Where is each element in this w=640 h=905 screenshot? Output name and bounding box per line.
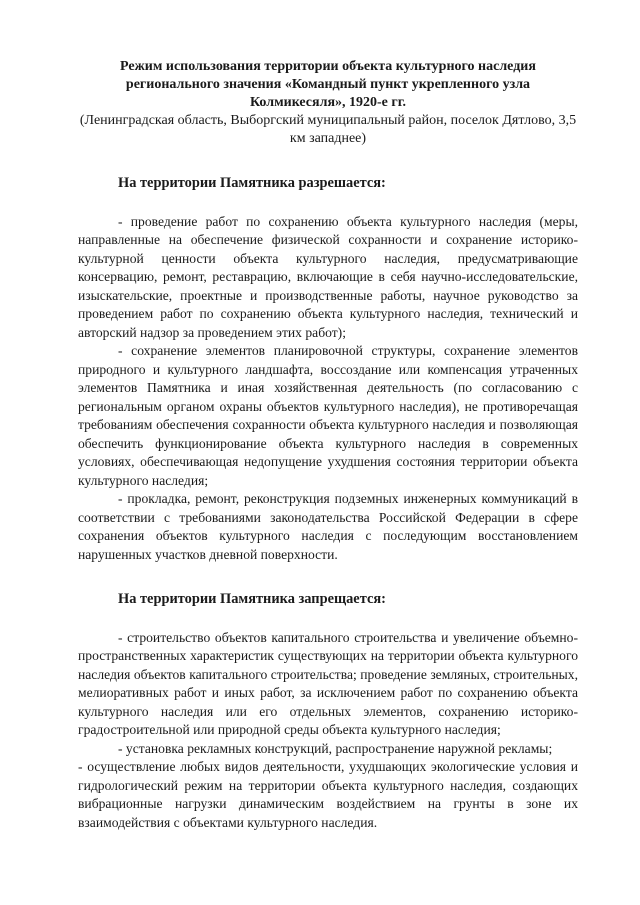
document-location: (Ленинградская область, Выборгский муниципальный район, поселок Дятлово, 3,5 км западнее) [79, 113, 577, 146]
allowed-heading: На территории Памятника разрешается: [118, 175, 386, 191]
prohibited-item: - установка рекламных конструкций, распространение наружной рекламы; [118, 740, 553, 756]
allowed-item: - прокладка, ремонт, реконструкция подземных инженерных коммуникаций в соответствии с требованиями законодательства Российской Федерации в сфере сохранения объектов культурного наследия с последующим восстановлением нарушенных участков дневной поверхности. [78, 491, 578, 562]
prohibited-item: - строительство объектов капитального строительства и увеличение объемно-пространственных характеристик существующих на территории объекта культурного наследия объектов капитального строительства; проведение земляных, строительных, мелиоративных работ и иных работ, за исключением работ по сохранению объекта культурного наследия или его отдельных элементов, сохранению историко-градостроительной или природной среды объекта культурного наследия; [78, 629, 578, 737]
document-title: Режим использования территории объекта культурного наследия регионального значения «Командный пункт укрепленного узла Колмикесяля», 1920-е гг. [120, 59, 536, 110]
prohibited-item: - осуществление любых видов деятельности, ухудшающих экологические условия и гидрологический режим на территории объекта культурного наследия, создающих вибрационные нагрузки динамическим воздействием на грунты в зоне их взаимодействия с объектами культурного наследия. [78, 759, 578, 830]
allowed-item: - сохранение элементов планировочной структуры, сохранение элементов природного и культурного ландшафта, воссоздание или компенсация утраченных элементов Памятника и иная хозяйственная деятельность (по согласованию с региональным органом охраны объектов культурного наследия), не противоречащая требованиям обеспечения сохранности объекта культурного наследия и позволяющая обеспечить функционирование объекта культурного наследия в современных условиях, обеспечивающая недопущение ухудшения состояния территории объекта культурного наследия; [78, 343, 578, 488]
prohibited-heading: На территории Памятника запрещается: [118, 591, 386, 607]
allowed-item: - проведение работ по сохранению объекта культурного наследия (меры, направленные на обеспечение физической сохранности и сохранение историко-культурной ценности объекта культурного наследия, предусматривающие консервацию, ремонт, реставрацию, включающие в себя научно-исследовательские, изыскательские, проектные и производственные работы, научное руководство за проведением работ по сохранению объекта культурного наследия, технический и авторский надзор за проведением этих работ); [78, 213, 578, 340]
document-page [78, 58, 578, 832]
